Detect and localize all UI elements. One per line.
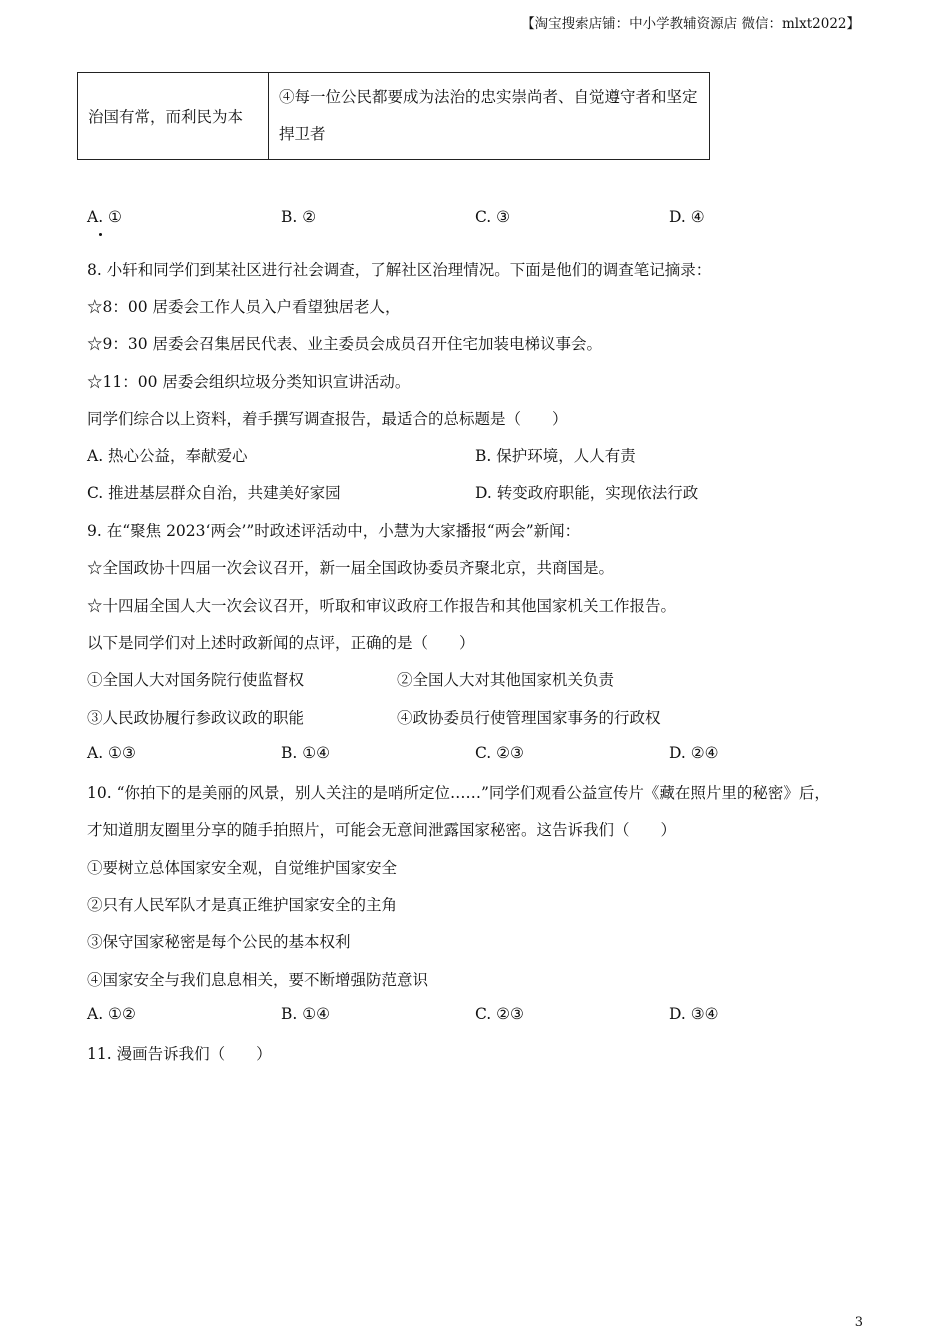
- q9-option-a[interactable]: A. ①③: [87, 744, 136, 762]
- q8-option-d[interactable]: D. 转变政府职能，实现依法行政: [475, 484, 699, 502]
- q10-item-3: ③保守国家秘密是每个公民的基本权利: [87, 933, 351, 951]
- page-number: 3: [854, 1315, 863, 1330]
- q10-option-b[interactable]: B. ①④: [281, 1005, 331, 1023]
- q9-question: 以下是同学们对上述时政新闻的点评，正确的是（ ）: [87, 634, 475, 652]
- q8-option-c[interactable]: C. 推进基层群众自治，共建美好家园: [87, 484, 341, 502]
- q9-option-d[interactable]: D. ②④: [669, 744, 719, 762]
- content-table: [77, 72, 710, 160]
- q10-item-2: ②只有人民军队才是真正维护国家安全的主角: [87, 896, 398, 914]
- q10-item-1: ①要树立总体国家安全观，自觉维护国家安全: [87, 859, 398, 877]
- q7-option-d[interactable]: D. ④: [669, 208, 705, 226]
- q10-stem-line1: 10. “你拍下的是美丽的风景，别人关注的是哨所定位……”同学们观看公益宣传片《藏在照片里的秘密》后，: [87, 784, 830, 802]
- q9-news-2: ☆十四届全国人大一次会议召开，听取和审议政府工作报告和其他国家机关工作报告。: [87, 597, 677, 615]
- q8-note-2: ☆9：30 居委会召集居民代表、业主委员会成员召开住宅加装电梯议事会。: [87, 335, 603, 353]
- q8-note-3: ☆11：00 居委会组织垃圾分类知识宣讲活动。: [87, 373, 411, 391]
- q9-item-3: ③人民政协履行参政议政的职能: [87, 709, 305, 727]
- q9-item-2: ②全国人大对其他国家机关负责: [397, 671, 615, 689]
- q8-options-row2: [87, 481, 887, 505]
- q7-option-a[interactable]: A. ①: [87, 208, 122, 226]
- q10-item-4: ④国家安全与我们息息相关，要不断增强防范意识: [87, 971, 429, 989]
- q10-option-d[interactable]: D. ③④: [669, 1005, 719, 1023]
- q9-item-4: ④政协委员行使管理国家事务的行政权: [397, 709, 661, 727]
- q9-option-b[interactable]: B. ①④: [281, 744, 331, 762]
- q8-options-row1: [87, 444, 887, 468]
- q7-options: [87, 208, 887, 232]
- q8-option-b[interactable]: B. 保护环境，人人有责: [475, 447, 636, 465]
- q11-stem: 11. 漫画告诉我们（ ）: [87, 1045, 272, 1063]
- table-cell-left: 治国有常，而利民为本: [78, 73, 269, 160]
- q7-option-c[interactable]: C. ③: [475, 208, 511, 226]
- q7-option-b[interactable]: B. ②: [281, 208, 317, 226]
- q10-option-c[interactable]: C. ②③: [475, 1005, 524, 1023]
- q8-option-a[interactable]: A. 热心公益，奉献爱心: [87, 447, 248, 465]
- q9-options: [87, 744, 887, 768]
- q8-note-1: ☆8：00 居委会工作人员入户看望独居老人，: [87, 298, 401, 316]
- emphasis-dot: [99, 233, 102, 236]
- header-note: 【淘宝搜索店铺：中小学教辅资源店 微信：mlxt2022】: [521, 16, 860, 32]
- q10-stem-line2: 才知道朋友圈里分享的随手拍照片，可能会无意间泄露国家秘密。这告诉我们（ ）: [87, 821, 677, 839]
- q8-stem: 8. 小轩和同学们到某社区进行社会调查，了解社区治理情况。下面是他们的调查笔记摘录：: [87, 261, 712, 279]
- q9-item-1: ①全国人大对国务院行使监督权: [87, 671, 305, 689]
- q9-news-1: ☆全国政协十四届一次会议召开，新一届全国政协委员齐聚北京，共商国是。: [87, 559, 615, 577]
- q9-items-row2: [87, 706, 887, 730]
- q9-stem: 9. 在“聚焦 2023‘两会’”时政述评活动中，小慧为大家播报“两会”新闻：: [87, 522, 581, 540]
- q9-option-c[interactable]: C. ②③: [475, 744, 524, 762]
- q9-items-row1: [87, 668, 887, 692]
- q10-options: [87, 1005, 887, 1029]
- q8-question: 同学们综合以上资料，着手撰写调查报告，最适合的总标题是（ ）: [87, 410, 568, 428]
- table-cell-right: ④每一位公民都要成为法治的忠实崇尚者、自觉遵守者和坚定捍卫者: [269, 73, 710, 160]
- q10-option-a[interactable]: A. ①②: [87, 1005, 136, 1023]
